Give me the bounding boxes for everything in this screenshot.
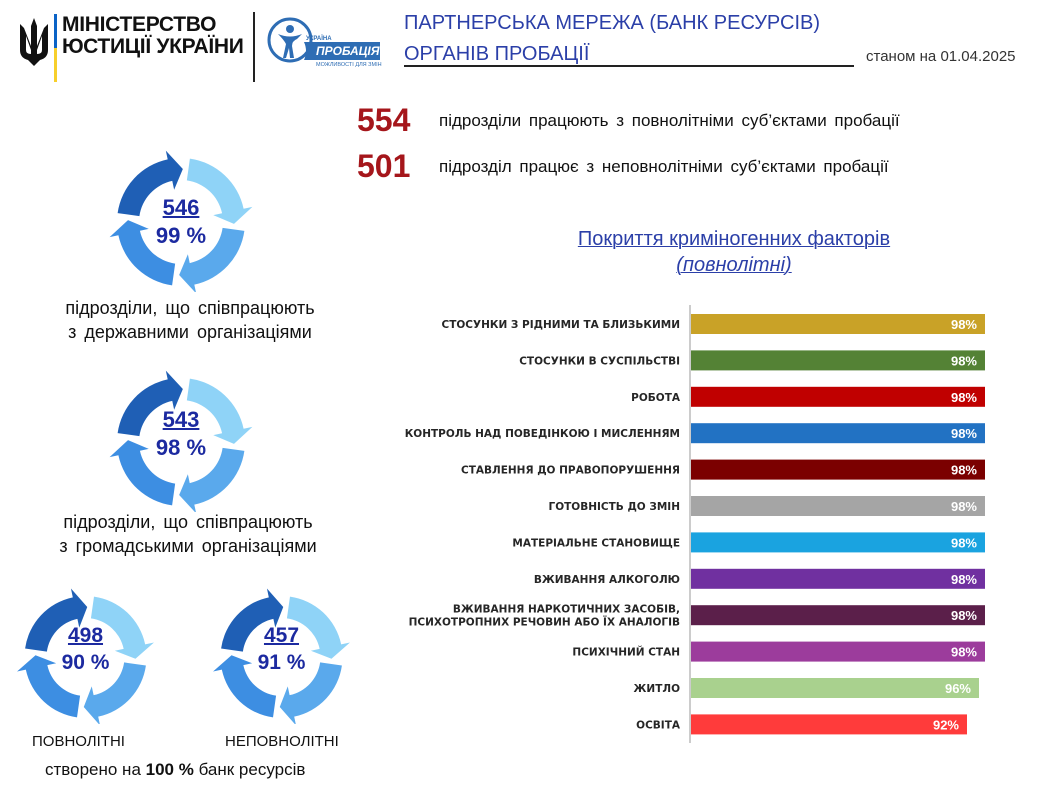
ring-minor-caption: НЕПОВНОЛІТНІ — [225, 733, 339, 750]
ring-state-percent: 99 % — [155, 223, 207, 248]
bar — [691, 605, 985, 625]
category-label: СТОСУНКИ В СУСПІЛЬСТВІ — [519, 355, 680, 368]
probation-logo-small: УКРАЇНА — [306, 36, 332, 42]
bar-value-label: 96% — [944, 681, 971, 696]
category-label: РОБОТА — [631, 391, 680, 404]
bar-value-label: 98% — [950, 644, 977, 660]
ring-state-count: 546 — [162, 195, 200, 220]
bar-value-label: 98% — [950, 389, 977, 405]
bar — [691, 387, 985, 407]
bar — [691, 350, 985, 370]
bar-value-label: 98% — [950, 535, 977, 551]
bar — [691, 532, 985, 552]
ring-public-percent: 98 % — [155, 435, 207, 460]
category-label: МАТЕРІАЛЬНЕ СТАНОВИЩЕ — [512, 537, 680, 550]
bar-value-label: 98% — [950, 571, 977, 587]
probation-logo-word: ПРОБАЦІЯ — [316, 44, 380, 58]
category-label: ПСИХОТРОПНИХ РЕЧОВИН АБО ЇХ АНАЛОГІВ — [408, 616, 680, 629]
category-label: КОНТРОЛЬ НАД ПОВЕДІНКОЮ І МИСЛЕННЯМ — [404, 428, 680, 441]
bar — [691, 714, 967, 734]
ring-adult-percent: 90 % — [61, 651, 110, 674]
ring-state-caption: підрозділи, що співпрацюють з державними організаціями — [65, 298, 315, 342]
ring-public-caption: підрозділи, що співпрацюють з громадськими організаціями — [59, 512, 317, 556]
category-label: ПСИХІЧНИЙ СТАН — [572, 646, 680, 659]
page-title: ПАРТНЕРСЬКА МЕРЕЖА (БАНК РЕСУРСІВ) ОРГАНІВ ПРОБАЦІЇ — [404, 12, 821, 65]
created-value: 100 % — [145, 760, 194, 779]
summary-adult-text: підрозділи працюють з повнолітніми суб’єктами пробації — [439, 110, 900, 130]
bar-value-label: 98% — [950, 462, 977, 478]
category-label: ОСВІТА — [636, 719, 680, 732]
category-label: СТОСУНКИ З РІДНИМИ ТА БЛИЗЬКИМИ — [441, 319, 680, 331]
bar — [691, 460, 985, 480]
ring-adult-count: 498 — [67, 624, 104, 647]
bar-value-label: 98% — [950, 353, 977, 369]
bar-value-label: 98% — [950, 499, 977, 514]
bar-value-label: 98% — [950, 608, 977, 624]
report-date: станом на 01.04.2025 — [866, 48, 1016, 65]
bar-value-label: 98% — [950, 317, 977, 332]
category-label: ЖИТЛО — [633, 683, 680, 695]
bar — [691, 569, 985, 589]
category-label: СТАВЛЕННЯ ДО ПРАВОПОРУШЕННЯ — [461, 464, 680, 477]
category-label: ГОТОВНІСТЬ ДО ЗМІН — [548, 501, 680, 513]
bar — [691, 642, 985, 662]
summary-adult-number: 554 — [357, 102, 411, 138]
summary-minor-text: підрозділ працює з неповнолітніми суб’єктами пробації — [439, 156, 889, 176]
ministry-name: МІНІСТЕРСТВО ЮСТИЦІЇ УКРАЇНИ — [62, 13, 244, 58]
ring-minor-percent: 91 % — [257, 651, 306, 674]
probation-logo-tagline: МОЖЛИВОСТІ ДЛЯ ЗМІН — [316, 62, 382, 68]
bar-value-label: 92% — [932, 717, 959, 733]
bar — [691, 314, 985, 334]
ring-minor-count: 457 — [263, 624, 300, 647]
chart-title: Покриття криміногенних факторів (повнолітні) — [577, 228, 891, 276]
bar — [691, 496, 985, 516]
bar — [691, 678, 979, 698]
ring-public-count: 543 — [162, 407, 200, 432]
category-label: ВЖИВАННЯ НАРКОТИЧНИХ ЗАСОБІВ, — [452, 603, 680, 616]
ring-adult-caption: ПОВНОЛІТНІ — [32, 733, 125, 750]
created-note: створено на 100 % банк ресурсів — [45, 760, 306, 779]
chart-subtitle: (повнолітні) — [676, 254, 792, 276]
bar — [691, 423, 985, 443]
bar-value-label: 98% — [950, 426, 977, 442]
category-label: ВЖИВАННЯ АЛКОГОЛЮ — [533, 573, 680, 586]
summary-minor-number: 501 — [357, 148, 411, 184]
